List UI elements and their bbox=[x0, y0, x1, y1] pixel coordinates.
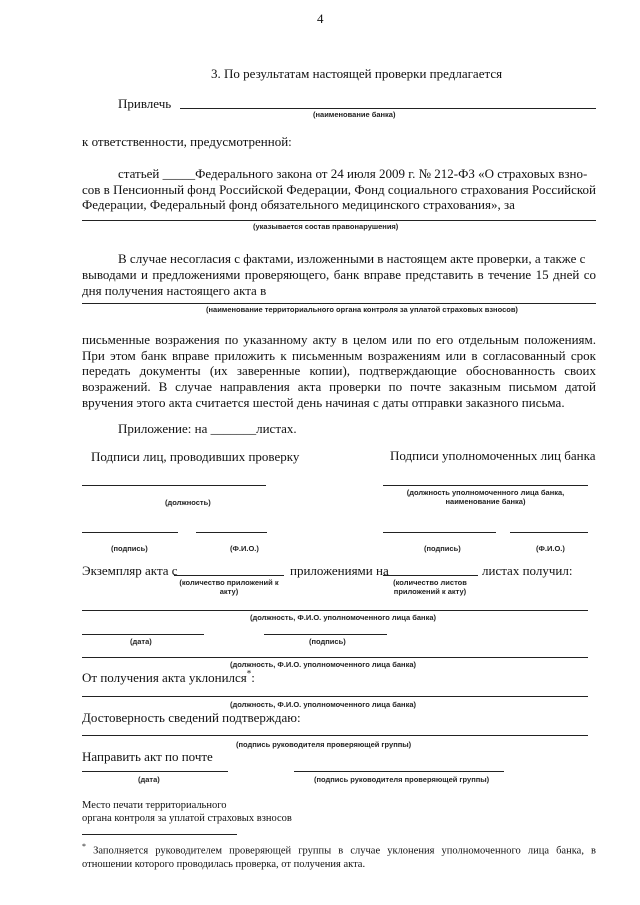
left-position-line bbox=[82, 485, 266, 486]
hint-signature-1: (подпись) bbox=[309, 637, 346, 646]
evaded-mark: * bbox=[246, 668, 252, 679]
hint-signature-left: (подпись) bbox=[111, 544, 148, 553]
article-line-3: Федерации, Федеральный фонд обязательного медицинского страхования», за bbox=[82, 197, 515, 212]
hint-position-fio-officer-1: (должность, Ф.И.О. уполномоченного лица банка) bbox=[250, 613, 436, 622]
hint-fio-right: (Ф.И.О.) bbox=[536, 544, 565, 553]
hint-signature-right: (подпись) bbox=[424, 544, 461, 553]
copy-received-3: листах получил: bbox=[482, 563, 573, 578]
right-fio-line bbox=[510, 532, 588, 533]
responsibility-text: к ответственности, предусмотренной: bbox=[82, 134, 292, 149]
officer-line-2 bbox=[82, 657, 588, 658]
offense-line bbox=[82, 220, 596, 221]
signature-line-1 bbox=[264, 634, 387, 635]
date-line-1 bbox=[82, 634, 204, 635]
footnote-mark: * bbox=[82, 842, 86, 851]
hint-group-head-signature-2: (подпись руководителя проверяющей группы) bbox=[314, 775, 490, 784]
hint-bank-name: (наименование банка) bbox=[313, 110, 396, 119]
bank-name-line bbox=[180, 108, 596, 109]
right-position-line bbox=[383, 485, 588, 486]
hint-group-head-signature-1: (подпись руководителя проверяющей группы) bbox=[236, 740, 412, 749]
sign-right-title: Подписи уполномоченных лиц банка bbox=[390, 448, 596, 463]
footnote-separator bbox=[82, 834, 237, 835]
copy-received-2: приложениями на bbox=[290, 563, 389, 578]
hint-num-attachments: (количество приложений к акту) bbox=[179, 578, 279, 596]
hint-position-left: (должность) bbox=[165, 498, 211, 507]
hint-bank-officer-position: (должность уполномоченного лица банка, наименование банка) bbox=[406, 488, 565, 506]
objections-paragraph: письменные возражения по указанному акту в целом или по его отдельным положениям. При этом банк вправе приложить к письменным возражениям или в согласованный срок передать документы (их заверенные копии), подтверждающие обоснованность своих возражений. В случае направления акта проверки по почте заказным письмом датой вручения этого акта считается шестой день начиная с даты отправки заказного письма. bbox=[82, 332, 596, 410]
evaded-line bbox=[82, 696, 588, 697]
footnote-text: Заполняется руководителем проверяющей группы в случае уклонения уполномоченного лица банка, в отношении которого проводилась проверка, от получения акта. bbox=[82, 845, 597, 870]
attract-label: Привлечь bbox=[118, 96, 172, 111]
num-attachments-line bbox=[174, 575, 284, 576]
reliability-line bbox=[82, 735, 588, 736]
disagree-line-3: дня получения настоящего акта в bbox=[82, 283, 267, 298]
mail-date-line bbox=[82, 771, 228, 772]
hint-offense: (указывается состав правонарушения) bbox=[253, 222, 399, 231]
copy-received-1: Экземпляр акта с bbox=[82, 563, 178, 578]
evaded-colon: : bbox=[251, 670, 255, 685]
hint-position-fio-officer-3: (должность, Ф.И.О. уполномоченного лица банка) bbox=[230, 700, 416, 709]
evaded-label: От получения акта уклонился bbox=[82, 670, 247, 685]
seal-line-1: Место печати территориального bbox=[82, 800, 227, 811]
article-line-1: статьей _____Федерального закона от 24 июля 2009 г. № 212-ФЗ «О страховых взно- bbox=[118, 166, 588, 181]
right-signature-line bbox=[383, 532, 496, 533]
section-title: 3. По результатам настоящей проверки предлагается bbox=[211, 66, 503, 81]
evaded-text bbox=[82, 670, 255, 685]
sign-left-title: Подписи лиц, проводивших проверку bbox=[91, 449, 300, 464]
seal-line-2: органа контроля за уплатой страховых взносов bbox=[82, 813, 292, 824]
hint-num-sheets: (количество листов приложений к акту) bbox=[393, 578, 467, 596]
left-signature-line bbox=[82, 532, 178, 533]
hint-fio-left: (Ф.И.О.) bbox=[230, 544, 259, 553]
hint-date-1: (дата) bbox=[130, 637, 152, 646]
article-line-2: сов в Пенсионный фонд Российской Федерации, Фонд социального страхования Российской bbox=[82, 182, 596, 197]
officer-line-1 bbox=[82, 610, 588, 611]
page-number: 4 bbox=[317, 11, 324, 26]
attachment-line: Приложение: на _______листах. bbox=[118, 421, 297, 436]
hint-territorial: (наименование территориального органа контроля за уплатой страховых взносов) bbox=[206, 305, 518, 314]
disagree-line-2: выводами и предложениями проверяющего, банк вправе представить в течение 15 дней со bbox=[82, 267, 596, 282]
left-fio-line bbox=[196, 532, 267, 533]
reliability-text: Достоверность сведений подтверждаю: bbox=[82, 710, 301, 725]
disagree-line-1: В случае несогласия с фактами, изложенными в настоящем акте проверки, а также с bbox=[118, 251, 586, 266]
territorial-line bbox=[82, 303, 596, 304]
send-by-mail-text: Направить акт по почте bbox=[82, 749, 213, 764]
hint-position-fio-officer-2: (должность, Ф.И.О. уполномоченного лица банка) bbox=[230, 660, 416, 669]
hint-date-2: (дата) bbox=[138, 775, 160, 784]
footnote bbox=[82, 840, 596, 871]
mail-signature-line bbox=[294, 771, 504, 772]
num-sheets-line bbox=[383, 575, 478, 576]
